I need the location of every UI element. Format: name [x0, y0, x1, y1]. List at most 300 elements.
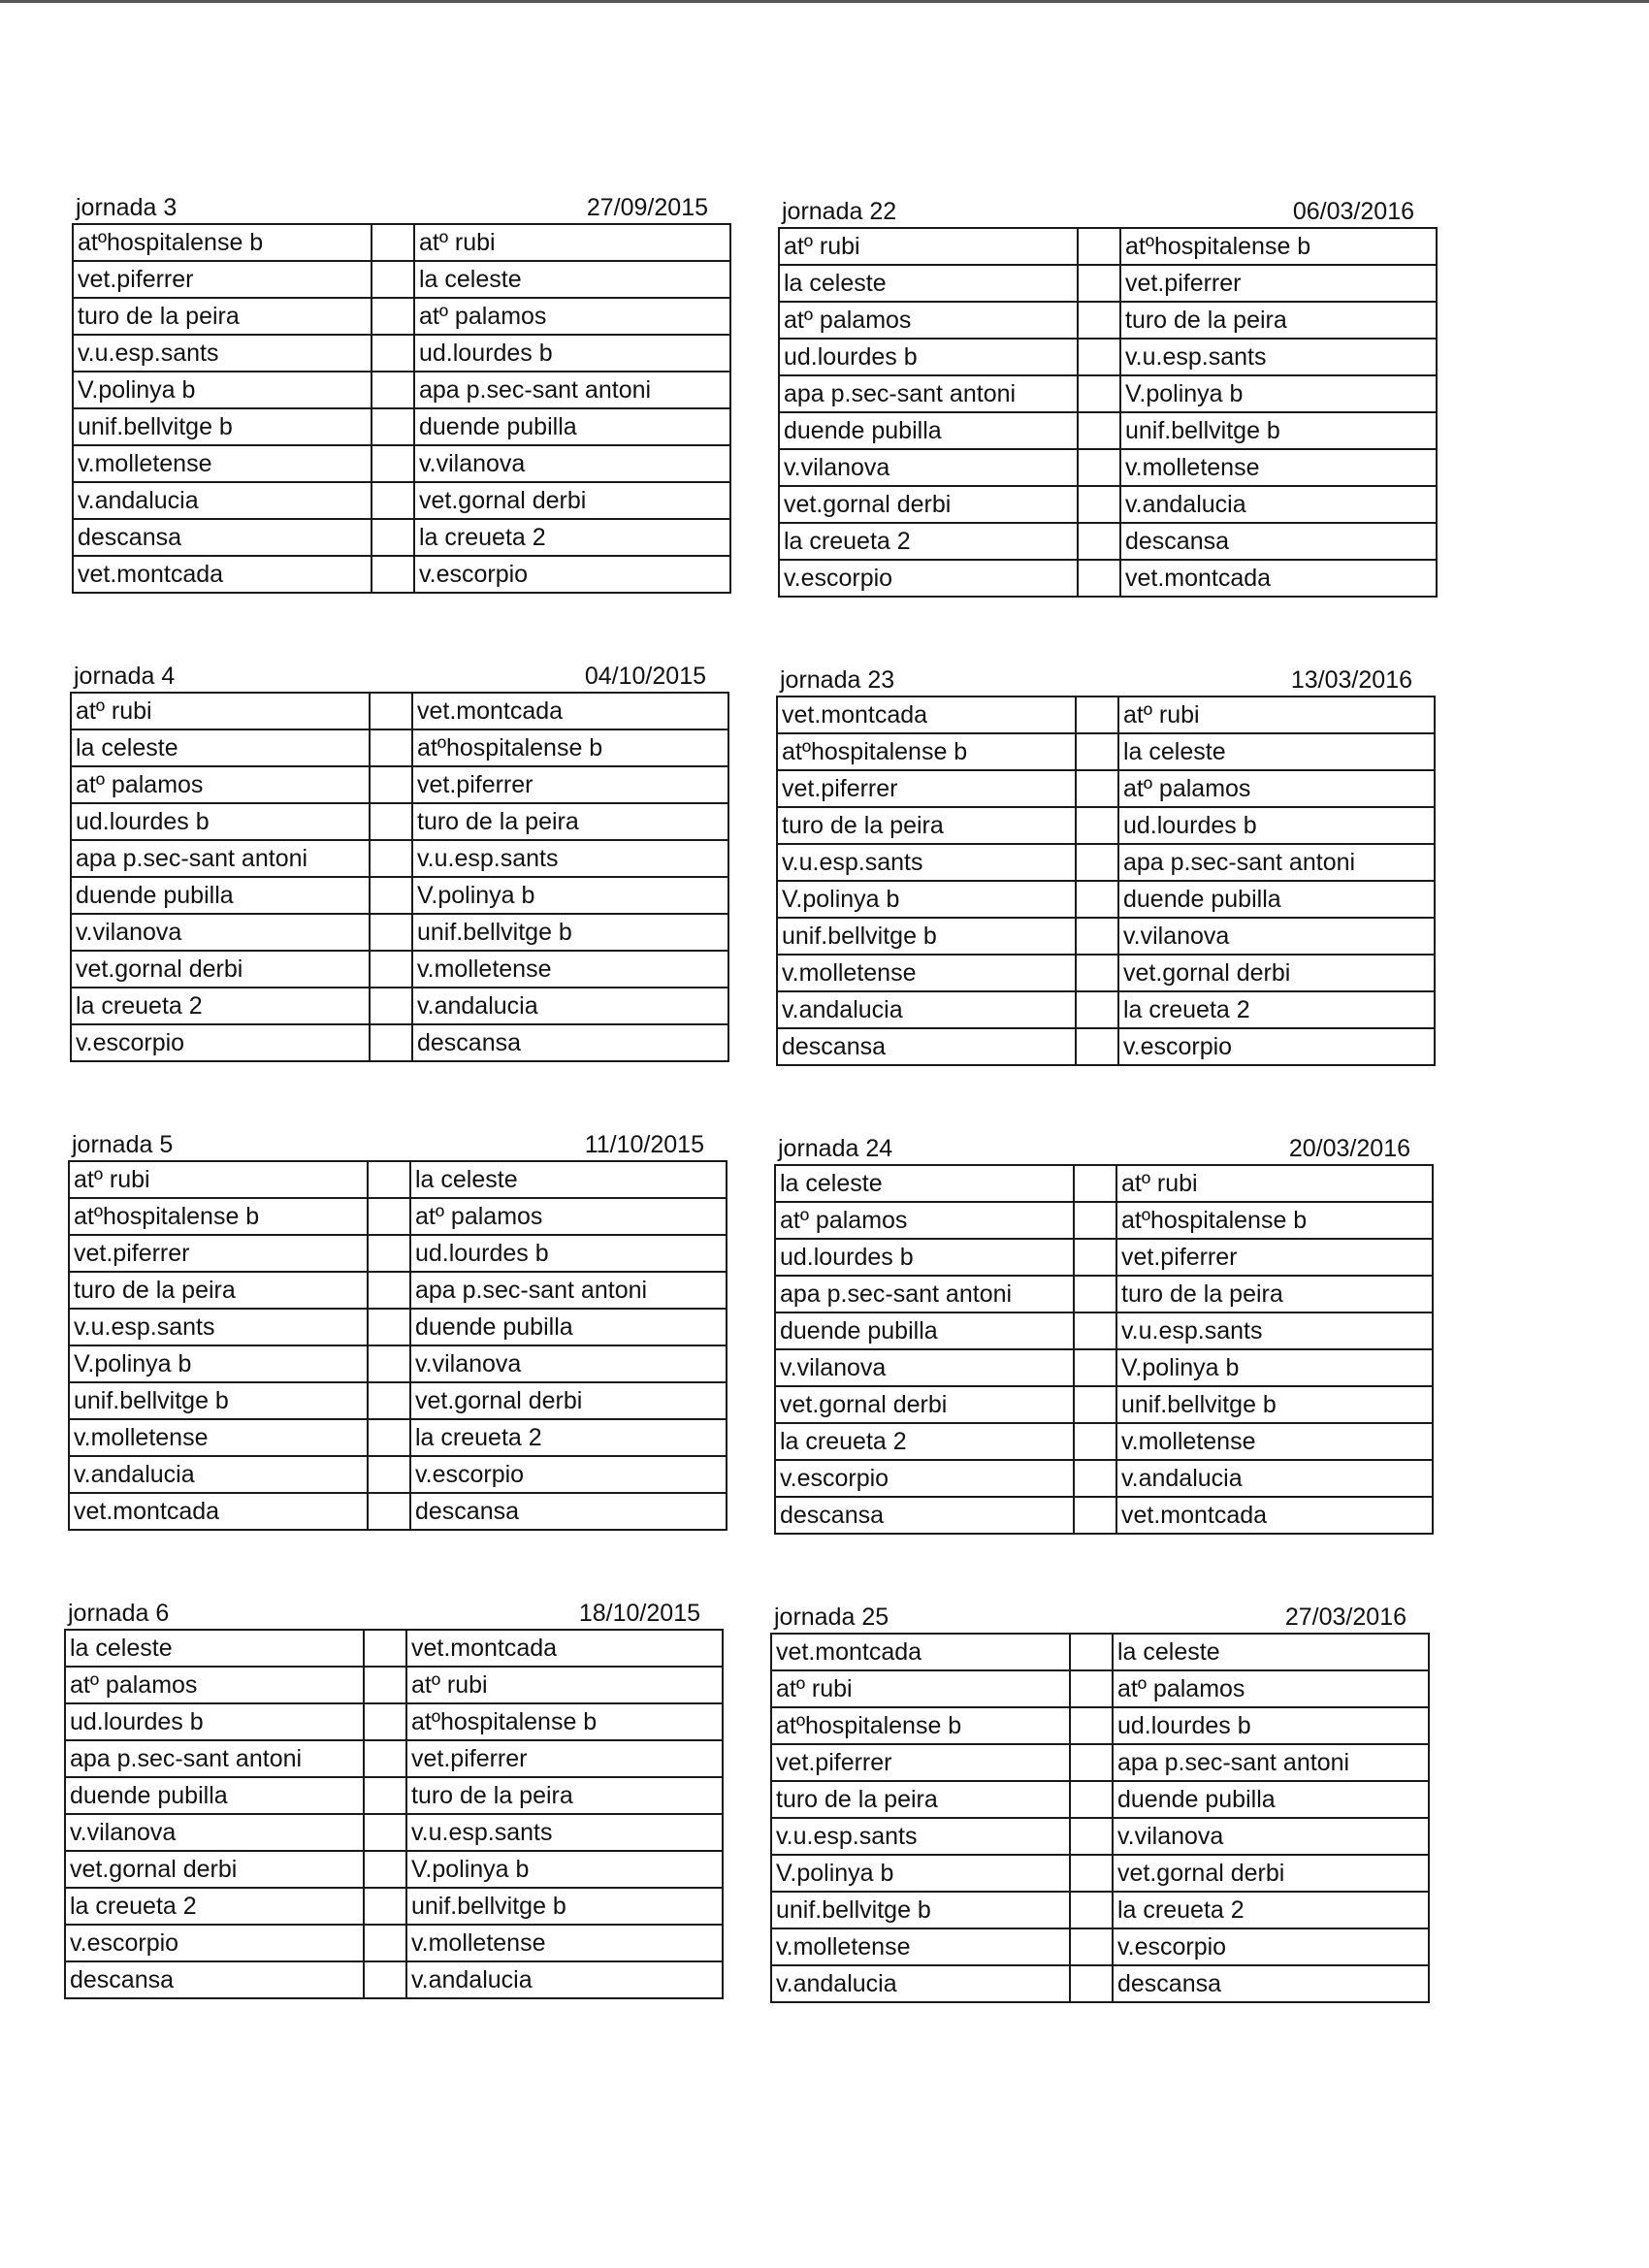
scan-edge-line: [0, 0, 1649, 3]
score-cell: [372, 298, 414, 335]
jornada-date: 20/03/2016: [1288, 1135, 1410, 1162]
table-row: [71, 729, 728, 766]
table-row: [775, 1423, 1433, 1460]
table-row: [69, 1309, 727, 1345]
table-row: [65, 1814, 723, 1851]
table-row: [71, 914, 728, 951]
score-cell: [364, 1925, 406, 1961]
block-jornada-4: [70, 659, 710, 1062]
score-cell: [1076, 733, 1118, 770]
away-team: vet.gornal derbi: [1113, 1855, 1429, 1892]
home-team: vet.gornal derbi: [775, 1386, 1074, 1423]
score-cell: [1074, 1165, 1116, 1202]
fixtures-table: [776, 696, 1436, 1066]
home-team: atºhospitalense b: [777, 733, 1076, 770]
score-cell: [372, 556, 414, 593]
away-team: vet.piferrer: [1116, 1239, 1433, 1276]
table-row: [779, 339, 1437, 375]
home-team: descansa: [73, 519, 372, 556]
table-row: [73, 224, 730, 261]
home-team: atº rubi: [779, 228, 1078, 265]
home-team: la celeste: [775, 1165, 1074, 1202]
away-team: la creueta 2: [1118, 991, 1435, 1028]
block-header: [770, 1600, 1410, 1633]
away-team: ud.lourdes b: [1113, 1707, 1429, 1744]
home-team: v.escorpio: [775, 1460, 1074, 1497]
away-team: v.u.esp.sants: [1116, 1312, 1433, 1349]
jornada-date: 27/03/2016: [1284, 1604, 1406, 1631]
score-cell: [372, 335, 414, 372]
block-jornada-25: [770, 1600, 1410, 2003]
away-team: vet.piferrer: [412, 766, 728, 803]
table-row: [771, 1707, 1429, 1744]
home-team: v.vilanova: [65, 1814, 364, 1851]
table-row: [65, 1961, 723, 1998]
score-cell: [1070, 1781, 1113, 1818]
table-row: [69, 1272, 727, 1309]
away-team: V.polinya b: [412, 877, 728, 914]
away-team: vet.piferrer: [1120, 265, 1437, 302]
home-team: turo de la peira: [777, 807, 1076, 844]
home-team: la creueta 2: [71, 988, 370, 1024]
score-cell: [372, 261, 414, 298]
home-team: atº rubi: [69, 1161, 368, 1198]
jornada-title: jornada 6: [68, 1600, 170, 1627]
table-row: [65, 1888, 723, 1925]
score-cell: [368, 1456, 410, 1493]
away-team: vet.piferrer: [406, 1740, 723, 1777]
score-cell: [1076, 955, 1118, 991]
score-cell: [368, 1272, 410, 1309]
table-row: [775, 1460, 1433, 1497]
fixtures-table: [770, 1633, 1430, 2003]
score-cell: [368, 1235, 410, 1272]
table-row: [71, 840, 728, 877]
away-team: vet.gornal derbi: [1118, 955, 1435, 991]
score-cell: [1070, 1892, 1113, 1928]
home-team: turo de la peira: [69, 1272, 368, 1309]
away-team: atº rubi: [414, 224, 730, 261]
away-team: descansa: [1120, 523, 1437, 560]
table-row: [69, 1198, 727, 1235]
table-row: [65, 1777, 723, 1814]
away-team: turo de la peira: [406, 1777, 723, 1814]
away-team: v.andalucia: [1116, 1460, 1433, 1497]
score-cell: [1078, 449, 1120, 486]
home-team: V.polinya b: [69, 1345, 368, 1382]
home-team: v.molletense: [771, 1928, 1070, 1965]
away-team: unif.bellvitge b: [412, 914, 728, 951]
home-team: vet.montcada: [73, 556, 372, 593]
score-cell: [368, 1345, 410, 1382]
home-team: duende pubilla: [779, 412, 1078, 449]
away-team: descansa: [410, 1493, 727, 1530]
table-row: [779, 486, 1437, 523]
home-team: la creueta 2: [775, 1423, 1074, 1460]
away-team: ud.lourdes b: [410, 1235, 727, 1272]
away-team: la celeste: [1118, 733, 1435, 770]
table-row: [771, 1928, 1429, 1965]
table-row: [777, 770, 1435, 807]
score-cell: [1070, 1744, 1113, 1781]
score-cell: [364, 1740, 406, 1777]
away-team: duende pubilla: [414, 408, 730, 445]
away-team: v.andalucia: [412, 988, 728, 1024]
home-team: descansa: [775, 1497, 1074, 1534]
table-row: [65, 1630, 723, 1667]
table-row: [69, 1493, 727, 1530]
score-cell: [364, 1630, 406, 1667]
away-team: duende pubilla: [410, 1309, 727, 1345]
score-cell: [368, 1382, 410, 1419]
score-cell: [1078, 375, 1120, 412]
away-team: la celeste: [1113, 1634, 1429, 1670]
away-team: vet.montcada: [412, 693, 728, 729]
jornada-date: 27/09/2015: [586, 194, 708, 221]
away-team: la creueta 2: [414, 519, 730, 556]
away-team: v.molletense: [1120, 449, 1437, 486]
score-cell: [1078, 412, 1120, 449]
block-header: [778, 194, 1418, 227]
away-team: la creueta 2: [1113, 1892, 1429, 1928]
home-team: v.vilanova: [71, 914, 370, 951]
table-row: [69, 1419, 727, 1456]
table-row: [777, 733, 1435, 770]
home-team: v.u.esp.sants: [777, 844, 1076, 881]
score-cell: [1076, 697, 1118, 733]
score-cell: [1074, 1276, 1116, 1312]
score-cell: [1076, 807, 1118, 844]
table-row: [71, 951, 728, 988]
table-row: [71, 1024, 728, 1061]
away-team: turo de la peira: [1116, 1276, 1433, 1312]
score-cell: [1074, 1349, 1116, 1386]
table-row: [71, 766, 728, 803]
score-cell: [370, 803, 412, 840]
jornada-date: 11/10/2015: [584, 1131, 704, 1158]
score-cell: [364, 1667, 406, 1703]
table-row: [775, 1276, 1433, 1312]
away-team: vet.montcada: [1120, 560, 1437, 597]
table-row: [73, 298, 730, 335]
away-team: atº rubi: [1118, 697, 1435, 733]
home-team: vet.montcada: [69, 1493, 368, 1530]
away-team: unif.bellvitge b: [406, 1888, 723, 1925]
jornada-date: 04/10/2015: [584, 663, 706, 690]
home-team: la celeste: [779, 265, 1078, 302]
home-team: v.escorpio: [71, 1024, 370, 1061]
score-cell: [1070, 1928, 1113, 1965]
away-team: v.molletense: [412, 951, 728, 988]
fixtures-table: [70, 692, 729, 1062]
block-jornada-5: [68, 1127, 708, 1531]
jornada-title: jornada 5: [72, 1131, 174, 1158]
away-team: v.escorpio: [410, 1456, 727, 1493]
away-team: atº rubi: [406, 1667, 723, 1703]
home-team: ud.lourdes b: [65, 1703, 364, 1740]
away-team: atº palamos: [1113, 1670, 1429, 1707]
home-team: atºhospitalense b: [69, 1198, 368, 1235]
away-team: apa p.sec-sant antoni: [1113, 1744, 1429, 1781]
home-team: atº palamos: [775, 1202, 1074, 1239]
home-team: v.molletense: [69, 1419, 368, 1456]
table-row: [779, 412, 1437, 449]
score-cell: [368, 1419, 410, 1456]
home-team: unif.bellvitge b: [777, 918, 1076, 955]
home-team: apa p.sec-sant antoni: [775, 1276, 1074, 1312]
score-cell: [364, 1851, 406, 1888]
home-team: descansa: [65, 1961, 364, 1998]
score-cell: [1070, 1855, 1113, 1892]
home-team: la celeste: [65, 1630, 364, 1667]
away-team: v.u.esp.sants: [412, 840, 728, 877]
table-row: [71, 988, 728, 1024]
table-row: [65, 1740, 723, 1777]
away-team: atºhospitalense b: [1116, 1202, 1433, 1239]
home-team: v.andalucia: [777, 991, 1076, 1028]
away-team: apa p.sec-sant antoni: [1118, 844, 1435, 881]
table-row: [73, 556, 730, 593]
home-team: v.molletense: [777, 955, 1076, 991]
score-cell: [1070, 1818, 1113, 1855]
table-row: [775, 1497, 1433, 1534]
table-row: [775, 1239, 1433, 1276]
home-team: la celeste: [71, 729, 370, 766]
home-team: vet.montcada: [771, 1634, 1070, 1670]
score-cell: [370, 951, 412, 988]
home-team: ud.lourdes b: [71, 803, 370, 840]
home-team: unif.bellvitge b: [771, 1892, 1070, 1928]
away-team: la creueta 2: [410, 1419, 727, 1456]
score-cell: [372, 482, 414, 519]
table-row: [71, 877, 728, 914]
score-cell: [370, 766, 412, 803]
home-team: vet.piferrer: [69, 1235, 368, 1272]
score-cell: [368, 1198, 410, 1235]
table-row: [65, 1703, 723, 1740]
home-team: atºhospitalense b: [73, 224, 372, 261]
home-team: v.andalucia: [73, 482, 372, 519]
score-cell: [368, 1493, 410, 1530]
away-team: vet.gornal derbi: [414, 482, 730, 519]
home-team: atº rubi: [71, 693, 370, 729]
home-team: apa p.sec-sant antoni: [65, 1740, 364, 1777]
table-row: [69, 1235, 727, 1272]
jornada-title: jornada 23: [780, 666, 895, 694]
block-header: [70, 659, 710, 692]
table-row: [775, 1386, 1433, 1423]
table-row: [777, 697, 1435, 733]
home-team: v.escorpio: [65, 1925, 364, 1961]
score-cell: [1078, 486, 1120, 523]
away-team: v.escorpio: [414, 556, 730, 593]
block-jornada-22: [778, 194, 1418, 598]
score-cell: [1078, 339, 1120, 375]
score-cell: [1074, 1202, 1116, 1239]
score-cell: [364, 1961, 406, 1998]
score-cell: [1076, 1028, 1118, 1065]
away-team: atºhospitalense b: [1120, 228, 1437, 265]
home-team: la creueta 2: [65, 1888, 364, 1925]
score-cell: [1076, 844, 1118, 881]
away-team: v.escorpio: [1113, 1928, 1429, 1965]
block-header: [776, 663, 1416, 696]
away-team: atº rubi: [1116, 1165, 1433, 1202]
table-row: [69, 1345, 727, 1382]
score-cell: [1070, 1670, 1113, 1707]
jornada-title: jornada 25: [774, 1604, 889, 1631]
table-row: [775, 1202, 1433, 1239]
away-team: v.molletense: [406, 1925, 723, 1961]
score-cell: [1078, 265, 1120, 302]
table-row: [771, 1670, 1429, 1707]
away-team: atºhospitalense b: [412, 729, 728, 766]
score-cell: [1074, 1386, 1116, 1423]
block-header: [72, 190, 712, 223]
table-row: [771, 1892, 1429, 1928]
home-team: vet.gornal derbi: [65, 1851, 364, 1888]
away-team: descansa: [412, 1024, 728, 1061]
home-team: vet.piferrer: [771, 1744, 1070, 1781]
score-cell: [1076, 991, 1118, 1028]
home-team: atº rubi: [771, 1670, 1070, 1707]
home-team: apa p.sec-sant antoni: [779, 375, 1078, 412]
score-cell: [1078, 302, 1120, 339]
score-cell: [368, 1309, 410, 1345]
table-row: [775, 1349, 1433, 1386]
jornada-title: jornada 22: [782, 198, 897, 225]
home-team: vet.gornal derbi: [779, 486, 1078, 523]
home-team: atº palamos: [65, 1667, 364, 1703]
home-team: duende pubilla: [65, 1777, 364, 1814]
score-cell: [364, 1777, 406, 1814]
score-cell: [1074, 1497, 1116, 1534]
home-team: v.escorpio: [779, 560, 1078, 597]
score-cell: [1078, 560, 1120, 597]
home-team: v.u.esp.sants: [69, 1309, 368, 1345]
table-row: [771, 1855, 1429, 1892]
table-row: [779, 375, 1437, 412]
score-cell: [1070, 1965, 1113, 2002]
away-team: atº palamos: [414, 298, 730, 335]
away-team: unif.bellvitge b: [1120, 412, 1437, 449]
score-cell: [370, 877, 412, 914]
table-row: [779, 560, 1437, 597]
block-header: [64, 1596, 704, 1629]
table-row: [777, 1028, 1435, 1065]
home-team: v.andalucia: [69, 1456, 368, 1493]
jornada-title: jornada 4: [74, 663, 176, 690]
score-cell: [1076, 770, 1118, 807]
away-team: duende pubilla: [1118, 881, 1435, 918]
table-row: [777, 881, 1435, 918]
home-team: atº palamos: [71, 766, 370, 803]
away-team: V.polinya b: [1120, 375, 1437, 412]
home-team: v.andalucia: [771, 1965, 1070, 2002]
score-cell: [364, 1888, 406, 1925]
fixtures-table: [774, 1164, 1434, 1535]
score-cell: [1078, 228, 1120, 265]
score-cell: [370, 693, 412, 729]
table-row: [777, 991, 1435, 1028]
score-cell: [364, 1814, 406, 1851]
home-team: vet.montcada: [777, 697, 1076, 733]
jornada-title: jornada 3: [76, 194, 178, 221]
away-team: turo de la peira: [1120, 302, 1437, 339]
away-team: la celeste: [414, 261, 730, 298]
home-team: vet.gornal derbi: [71, 951, 370, 988]
score-cell: [1070, 1634, 1113, 1670]
score-cell: [1076, 881, 1118, 918]
away-team: atºhospitalense b: [406, 1703, 723, 1740]
score-cell: [370, 1024, 412, 1061]
home-team: v.vilanova: [775, 1349, 1074, 1386]
score-cell: [364, 1703, 406, 1740]
table-row: [777, 807, 1435, 844]
table-row: [73, 372, 730, 408]
jornada-date: 13/03/2016: [1290, 666, 1412, 694]
away-team: apa p.sec-sant antoni: [414, 372, 730, 408]
away-team: apa p.sec-sant antoni: [410, 1272, 727, 1309]
score-cell: [372, 445, 414, 482]
away-team: V.polinya b: [406, 1851, 723, 1888]
table-row: [771, 1744, 1429, 1781]
home-team: duende pubilla: [775, 1312, 1074, 1349]
table-row: [65, 1851, 723, 1888]
table-row: [73, 408, 730, 445]
score-cell: [1074, 1460, 1116, 1497]
away-team: v.u.esp.sants: [1120, 339, 1437, 375]
away-team: la celeste: [410, 1161, 727, 1198]
home-team: turo de la peira: [771, 1781, 1070, 1818]
home-team: unif.bellvitge b: [69, 1382, 368, 1419]
home-team: v.u.esp.sants: [771, 1818, 1070, 1855]
score-cell: [1076, 918, 1118, 955]
away-team: ud.lourdes b: [1118, 807, 1435, 844]
home-team: v.u.esp.sants: [73, 335, 372, 372]
table-row: [65, 1667, 723, 1703]
table-row: [771, 1818, 1429, 1855]
table-row: [777, 844, 1435, 881]
home-team: V.polinya b: [771, 1855, 1070, 1892]
block-jornada-3: [72, 190, 712, 594]
away-team: v.escorpio: [1118, 1028, 1435, 1065]
block-jornada-23: [776, 663, 1416, 1066]
score-cell: [370, 914, 412, 951]
score-cell: [1074, 1423, 1116, 1460]
table-row: [73, 335, 730, 372]
home-team: duende pubilla: [71, 877, 370, 914]
home-team: unif.bellvitge b: [73, 408, 372, 445]
away-team: turo de la peira: [412, 803, 728, 840]
score-cell: [372, 372, 414, 408]
away-team: v.andalucia: [1120, 486, 1437, 523]
table-row: [69, 1382, 727, 1419]
score-cell: [370, 840, 412, 877]
table-row: [771, 1634, 1429, 1670]
table-row: [771, 1965, 1429, 2002]
away-team: v.vilanova: [414, 445, 730, 482]
table-row: [779, 265, 1437, 302]
away-team: descansa: [1113, 1965, 1429, 2002]
home-team: V.polinya b: [777, 881, 1076, 918]
home-team: v.molletense: [73, 445, 372, 482]
home-team: v.vilanova: [779, 449, 1078, 486]
block-jornada-6: [64, 1596, 704, 1999]
home-team: descansa: [777, 1028, 1076, 1065]
score-cell: [1074, 1239, 1116, 1276]
home-team: ud.lourdes b: [779, 339, 1078, 375]
